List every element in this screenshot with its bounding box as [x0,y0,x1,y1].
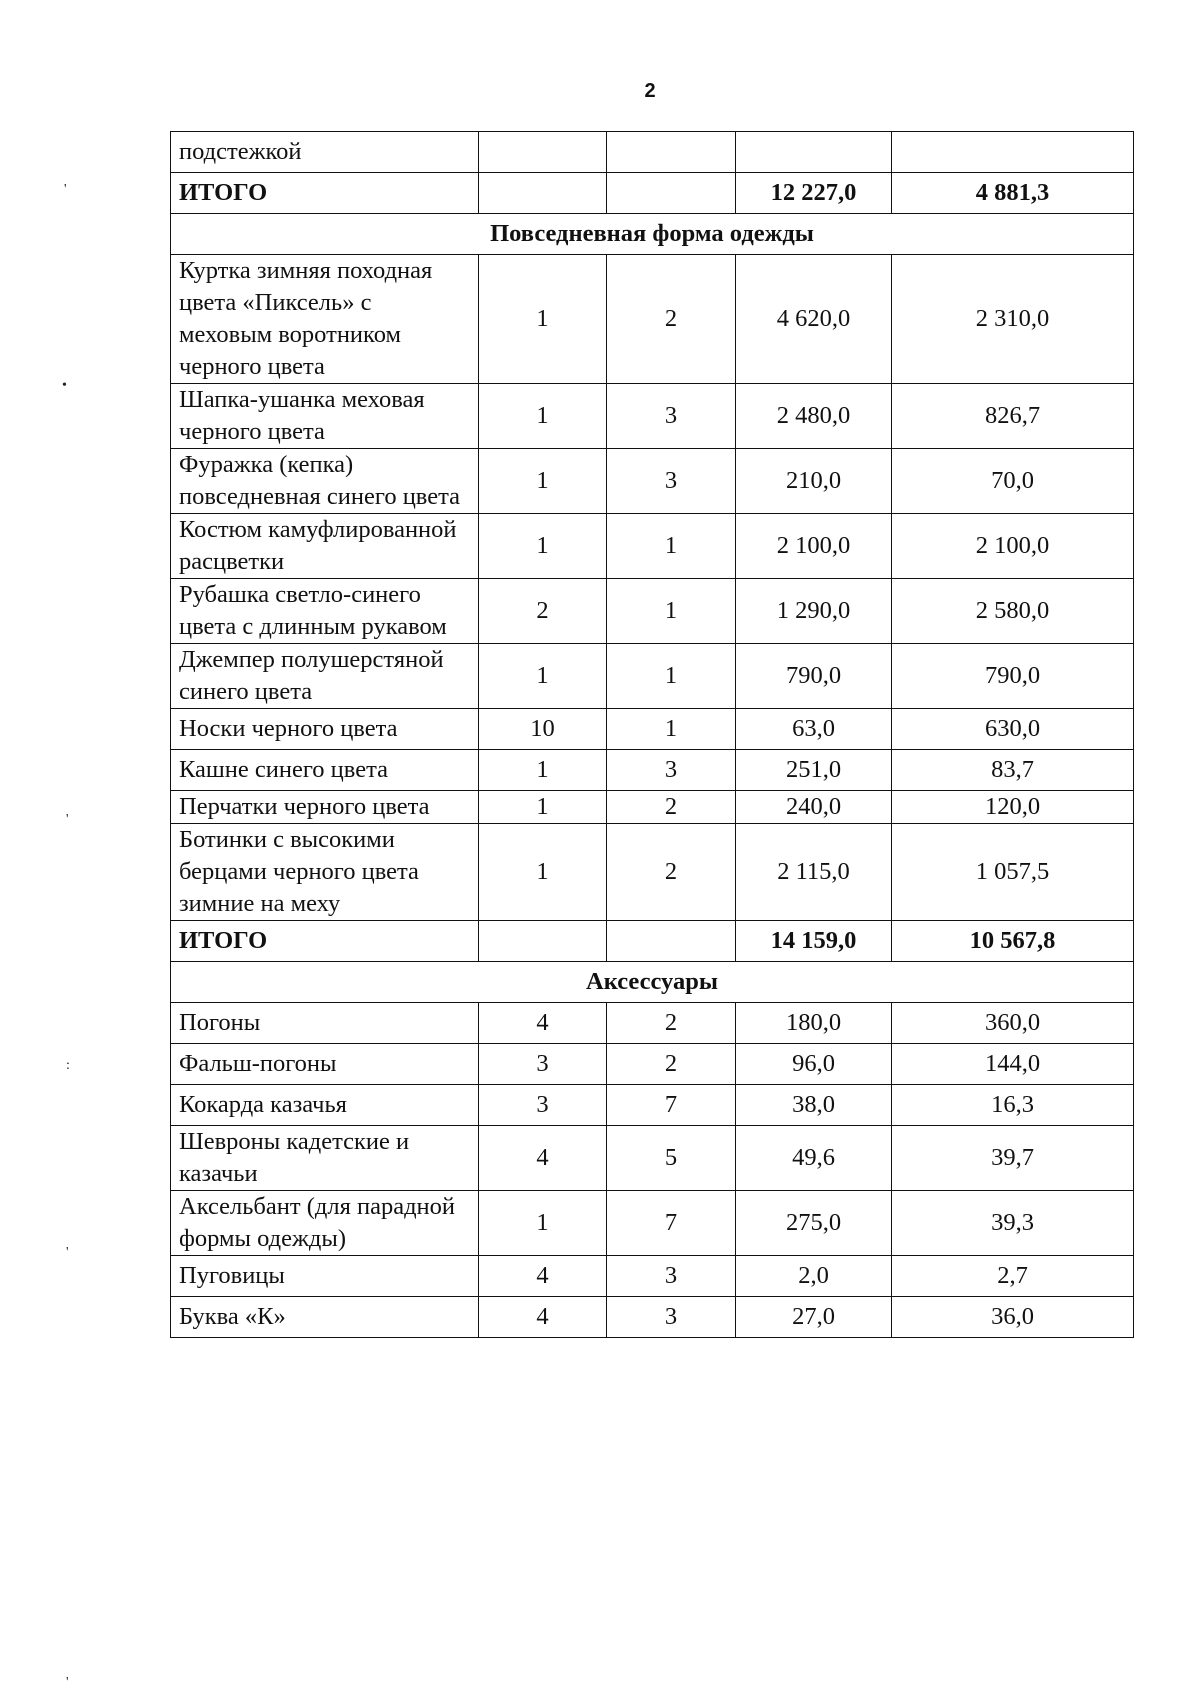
annual-cost-cell: 630,0 [892,709,1134,750]
page-number: 2 [644,80,656,102]
annual-cost-cell: 826,7 [892,384,1134,449]
quantity-cell: 10 [479,709,607,750]
years-cell: 2 [607,1044,736,1085]
price-cell: 14 159,0 [736,921,892,962]
annual-cost-cell: 2 310,0 [892,255,1134,384]
table-body [171,132,1134,1338]
margin-mark: • [62,378,67,393]
item-name-cell: Рубашка светло-синего цвета с длинным рукавом [171,579,479,644]
years-cell: 7 [607,1191,736,1256]
table-row [171,791,1134,824]
price-cell: 4 620,0 [736,255,892,384]
years-cell: 2 [607,791,736,824]
years-cell: 1 [607,709,736,750]
years-cell [607,921,736,962]
annual-cost-cell: 144,0 [892,1044,1134,1085]
price-cell: 2 115,0 [736,824,892,921]
annual-cost-cell: 70,0 [892,449,1134,514]
price-cell: 49,6 [736,1126,892,1191]
years-cell: 3 [607,1256,736,1297]
table-row [171,1191,1134,1256]
years-cell: 2 [607,824,736,921]
annual-cost-cell: 16,3 [892,1085,1134,1126]
section-header-row [171,962,1134,1003]
table-row [171,709,1134,750]
quantity-cell: 1 [479,791,607,824]
item-name-cell: Шевроны кадетские и казачьи [171,1126,479,1191]
table-row [171,1297,1134,1338]
item-name-cell: подстежкой [171,132,479,173]
years-cell: 3 [607,449,736,514]
annual-cost-cell: 1 057,5 [892,824,1134,921]
annual-cost-cell: 10 567,8 [892,921,1134,962]
years-cell: 3 [607,384,736,449]
margin-mark: ' [64,182,67,197]
item-name-cell: Джемпер полушерстяной синего цвета [171,644,479,709]
item-name-cell: Фуражка (кепка) повседневная синего цвета [171,449,479,514]
quantity-cell: 1 [479,514,607,579]
annual-cost-cell: 39,3 [892,1191,1134,1256]
years-cell: 7 [607,1085,736,1126]
table-row [171,644,1134,709]
item-name-cell: Фальш-погоны [171,1044,479,1085]
total-label: ИТОГО [171,921,479,962]
total-row [171,921,1134,962]
price-cell: 240,0 [736,791,892,824]
quantity-cell [479,132,607,173]
annual-cost-cell: 120,0 [892,791,1134,824]
table-row [171,514,1134,579]
price-cell: 1 290,0 [736,579,892,644]
years-cell: 1 [607,579,736,644]
table-row [171,255,1134,384]
price-cell: 38,0 [736,1085,892,1126]
annual-cost-cell: 360,0 [892,1003,1134,1044]
table-row [171,1044,1134,1085]
years-cell: 1 [607,514,736,579]
annual-cost-cell: 790,0 [892,644,1134,709]
quantity-cell: 2 [479,579,607,644]
item-name-cell: Кашне синего цвета [171,750,479,791]
price-cell: 2 480,0 [736,384,892,449]
annual-cost-cell: 2,7 [892,1256,1134,1297]
price-cell: 27,0 [736,1297,892,1338]
table-row [171,1126,1134,1191]
item-name-cell: Ботинки с высокими берцами черного цвета зимние на меху [171,824,479,921]
item-name-cell: Аксельбант (для парадной формы одежды) [171,1191,479,1256]
section-header-row [171,214,1134,255]
price-cell: 251,0 [736,750,892,791]
section-title: Повседневная форма одежды [171,214,1134,255]
price-cell: 275,0 [736,1191,892,1256]
item-name-cell: Погоны [171,1003,479,1044]
table-row [171,1085,1134,1126]
years-cell [607,132,736,173]
item-name-cell: Кокарда казачья [171,1085,479,1126]
item-name-cell: Буква «К» [171,1297,479,1338]
table-row [171,1003,1134,1044]
item-name-cell: Костюм камуфлированной расцветки [171,514,479,579]
years-cell: 1 [607,644,736,709]
annual-cost-cell [892,132,1134,173]
price-cell [736,132,892,173]
margin-mark: : [66,1058,70,1073]
item-name-cell: Пуговицы [171,1256,479,1297]
quantity-cell: 3 [479,1044,607,1085]
item-name-cell: Носки черного цвета [171,709,479,750]
item-name-cell: Перчатки черного цвета [171,791,479,824]
quantity-cell [479,173,607,214]
margin-mark: ' [66,1245,69,1260]
quantity-cell: 1 [479,824,607,921]
quantity-cell: 1 [479,384,607,449]
price-cell: 790,0 [736,644,892,709]
table-row [171,579,1134,644]
table-row [171,824,1134,921]
annual-cost-cell: 83,7 [892,750,1134,791]
section-title: Аксессуары [171,962,1134,1003]
total-row [171,173,1134,214]
years-cell: 3 [607,1297,736,1338]
quantity-cell: 4 [479,1256,607,1297]
table-row [171,1256,1134,1297]
quantity-cell: 4 [479,1003,607,1044]
price-cell: 2 100,0 [736,514,892,579]
price-cell: 180,0 [736,1003,892,1044]
table-row [171,132,1134,173]
quantity-cell: 1 [479,750,607,791]
quantity-cell: 1 [479,644,607,709]
years-cell: 5 [607,1126,736,1191]
price-cell: 96,0 [736,1044,892,1085]
price-cell: 210,0 [736,449,892,514]
years-cell [607,173,736,214]
price-cell: 2,0 [736,1256,892,1297]
table-row [171,449,1134,514]
margin-mark: ' [66,812,69,827]
quantity-cell: 1 [479,449,607,514]
years-cell: 3 [607,750,736,791]
years-cell: 2 [607,1003,736,1044]
annual-cost-cell: 2 100,0 [892,514,1134,579]
annual-cost-cell: 4 881,3 [892,173,1134,214]
years-cell: 2 [607,255,736,384]
quantity-cell: 4 [479,1126,607,1191]
quantity-cell: 3 [479,1085,607,1126]
annual-cost-cell: 2 580,0 [892,579,1134,644]
item-name-cell: Куртка зимняя походная цвета «Пиксель» с меховым воротником черного цвета [171,255,479,384]
table-row [171,750,1134,791]
margin-mark: ' [66,1675,69,1690]
annual-cost-cell: 39,7 [892,1126,1134,1191]
price-cell: 12 227,0 [736,173,892,214]
quantity-cell [479,921,607,962]
annual-cost-cell: 36,0 [892,1297,1134,1338]
total-label: ИТОГО [171,173,479,214]
quantity-cell: 4 [479,1297,607,1338]
quantity-cell: 1 [479,1191,607,1256]
clothing-cost-table [170,131,1134,1338]
quantity-cell: 1 [479,255,607,384]
table-row [171,384,1134,449]
item-name-cell: Шапка-ушанка меховая черного цвета [171,384,479,449]
price-cell: 63,0 [736,709,892,750]
